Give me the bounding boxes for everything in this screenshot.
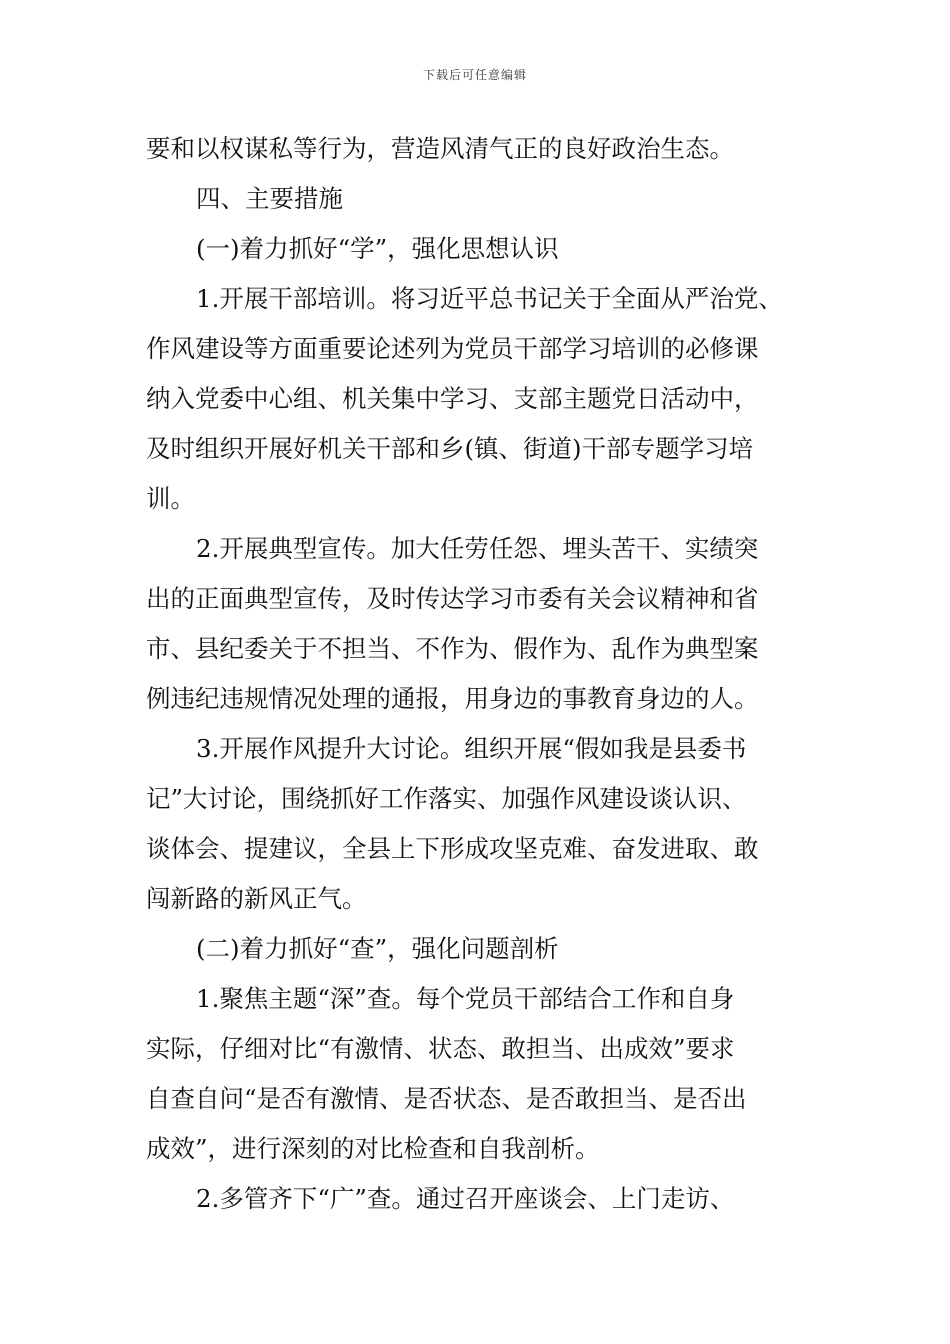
text-line: 1.聚焦主题“深”查。每个党员干部结合工作和自身 — [196, 984, 735, 1013]
text-line: 出的正面典型宣传，及时传达学习市委有关会议精神和省 — [146, 584, 759, 613]
text-line: 实际，仔细对比“有激情、状态、敢担当、出成效”要求 — [146, 1034, 735, 1063]
text-line: 3.开展作风提升大讨论。组织开展“假如我是县委书 — [196, 734, 747, 763]
text-line: 训。 — [146, 484, 195, 513]
text-line: 纳入党委中心组、机关集中学习、支部主题党日活动中， — [146, 384, 759, 413]
text-line: 成效”，进行深刻的对比检查和自我剖析。 — [146, 1134, 600, 1163]
text-line: 市、县纪委关于不担当、不作为、假作为、乱作为典型案 — [146, 634, 759, 663]
text-line: 谈体会、提建议，全县上下形成攻坚克难、奋发进取、敢 — [146, 834, 759, 863]
subsection-heading: (一)着力抓好“学”，强化思想认识 — [196, 234, 559, 263]
text-line: 2.开展典型宣传。加大任劳任怨、埋头苦干、实绩突 — [196, 534, 759, 563]
subsection-heading: (二)着力抓好“查”，强化问题剖析 — [196, 934, 559, 963]
text-line: 作风建设等方面重要论述列为党员干部学习培训的必修课 — [146, 334, 759, 363]
document-body — [146, 124, 816, 1224]
section-heading: 四、主要措施 — [196, 184, 343, 213]
text-line: 例违纪违规情况处理的通报，用身边的事教育身边的人。 — [146, 684, 759, 713]
text-line: 自查自问“是否有激情、是否状态、是否敢担当、是否出 — [146, 1084, 747, 1113]
text-line: 要和以权谋私等行为，营造风清气正的良好政治生态。 — [146, 134, 734, 163]
page-header: 下载后可任意编辑 — [422, 68, 527, 82]
text-line: 1.开展干部培训。将习近平总书记关于全面从严治党、 — [196, 284, 783, 313]
text-line: 记”大讨论，围绕抓好工作落实、加强作风建设谈认识、 — [146, 784, 747, 813]
text-line: 2.多管齐下“广”查。通过召开座谈会、上门走访、 — [196, 1184, 735, 1213]
text-line: 及时组织开展好机关干部和乡(镇、街道)干部专题学习培 — [146, 434, 754, 463]
text-line: 闯新路的新风正气。 — [146, 884, 367, 913]
